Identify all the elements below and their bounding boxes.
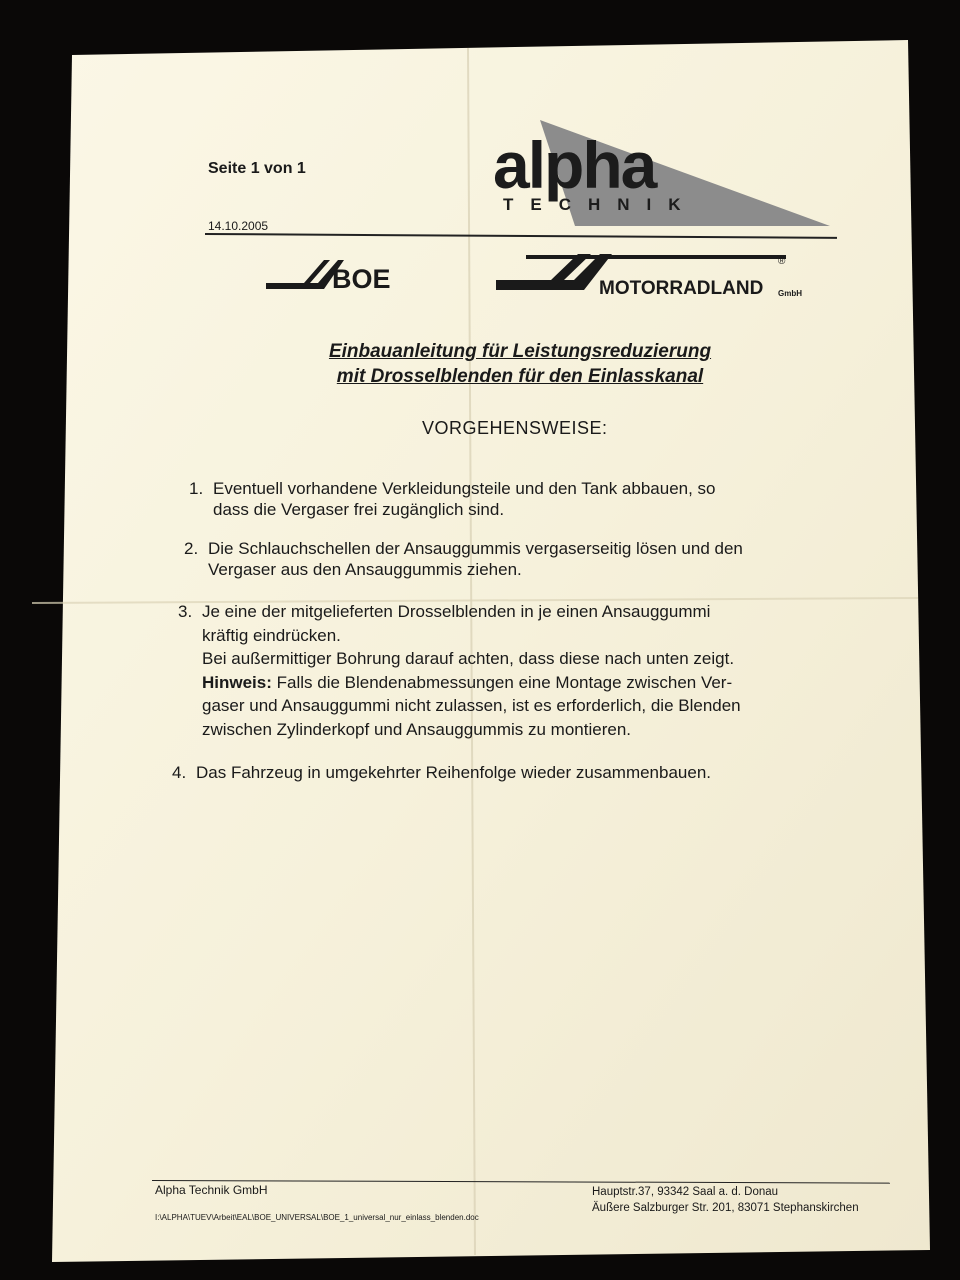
footer-file-path: I:\ALPHA\TUEV\Arbeit\EAL\BOE_UNIVERSAL\BOE_1_universal_nur_einlass_blenden.doc (155, 1213, 479, 1222)
footer-company: Alpha Technik GmbH (155, 1183, 268, 1197)
hint-label: Hinweis: (202, 672, 272, 692)
step-1 (189, 478, 716, 520)
step-4 (172, 762, 712, 783)
step-3 (178, 600, 741, 741)
step-number: 4. (172, 763, 187, 782)
page-number: Seite 1 von 1 (208, 160, 306, 177)
step-2 (184, 538, 743, 580)
document-date: 14.10.2005 (208, 219, 269, 233)
hint-line (202, 671, 741, 695)
section-heading: VORGEHENSWEISE: (422, 418, 608, 438)
step-text-line: Je eine der mitgelieferten Drosselblenden in je einen Ansauggummi (202, 602, 711, 621)
document-title-line-1: Einbauanleitung für Leistungsreduzierung (328, 341, 712, 362)
boe-wordmark: BOE (332, 264, 391, 294)
boe-logo (266, 255, 406, 295)
alpha-wordmark: alpha (493, 128, 656, 202)
step-number: 3. (178, 602, 193, 621)
motorradland-wordmark: MOTORRADLAND (599, 278, 764, 299)
step-text-line: Vergaser aus den Ansauggummis ziehen. (208, 560, 522, 579)
footer-address-line-1: Hauptstr.37, 93342 Saal a. d. Donau (592, 1186, 779, 1198)
motorradland-logo (496, 250, 816, 300)
step-number: 2. (184, 539, 199, 558)
boe-logo-graphic (266, 255, 406, 295)
step-text-line: kräftig eindrücken. (202, 625, 341, 645)
step-text-line: Eventuell vorhandene Verkleidungsteile und den Tank abbauen, so (213, 479, 716, 498)
step-number: 1. (189, 479, 204, 498)
hint-text-line: zwischen Zylinderkopf und Ansauggummis zu montieren. (202, 719, 631, 739)
step-text-line: dass die Vergaser frei zugänglich sind. (213, 500, 505, 519)
technik-wordmark: TECHNIK (503, 195, 698, 214)
step-text-line: Bei außermittiger Bohrung darauf achten, dass diese nach unten zeigt. (202, 649, 735, 668)
footer-address (592, 1184, 859, 1216)
alpha-technik-logo-graphic (475, 118, 835, 233)
hint-text-line: gaser und Ansauggummi nicht zulassen, ist es erforderlich, die Blenden (202, 696, 741, 715)
step-text-line: Das Fahrzeug in umgekehrter Reihenfolge wieder zusammenbauen. (196, 763, 712, 782)
footer-address-line-2: Äußere Salzburger Str. 201, 83071 Stephanskirchen (592, 1202, 859, 1214)
hint-text: Falls die Blendenabmessungen eine Montage zwischen Ver- (271, 672, 733, 692)
document-title-line-2: mit Drosselblenden für den Einlasskanal (336, 366, 704, 387)
alpha-technik-logo (475, 118, 835, 233)
motorradland-logo-graphic (496, 250, 816, 300)
gmbh-suffix: GmbH (778, 289, 802, 298)
registered-mark: ® (778, 256, 786, 267)
step-text-line: Die Schlauchschellen der Ansauggummis vergaserseitig lösen und den (208, 539, 743, 558)
